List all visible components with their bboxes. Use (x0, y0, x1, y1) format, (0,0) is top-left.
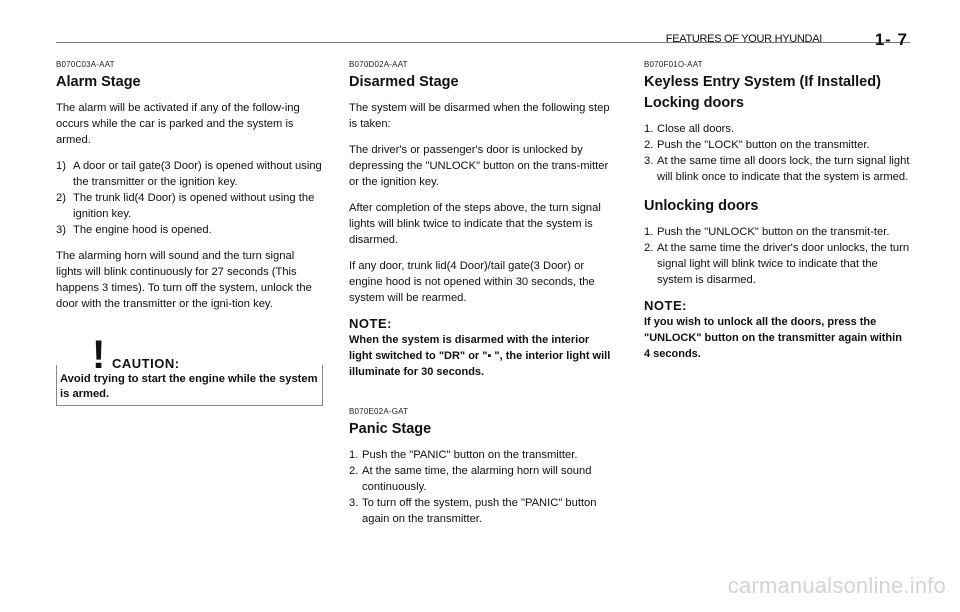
column-alarm-stage (56, 60, 322, 322)
running-header-title: FEATURES OF YOUR HYUNDAI (665, 33, 822, 45)
watermark: carmanualsonline.info (727, 573, 946, 598)
list-item: 2) The trunk lid(4 Door) is opened without using the ignition key. (56, 192, 315, 220)
list-item: 3) The engine hood is opened. (56, 224, 212, 236)
locking-steps-list (644, 121, 910, 185)
list-item: 1) A door or tail gate(3 Door) is opened without using the transmitter or the ignition key. (56, 160, 322, 188)
column-disarmed-stage (349, 60, 615, 380)
note-title: NOTE: (644, 298, 687, 313)
list-item: 1. Push the "PANIC" button on the transmitter. (349, 449, 578, 461)
subheading-unlocking: Unlocking doors (644, 198, 759, 214)
list-item: 2. Push the "LOCK" button on the transmitter. (644, 139, 870, 151)
page-number: 1- 7 (874, 30, 908, 49)
list-item: 2. At the same time the driver's door unlocks, the turn signal light will blink twice to indicate that the system is disarmed. (644, 242, 910, 286)
section-code: B070C03A-AAT (56, 60, 115, 69)
list-item: 2. At the same time, the alarming horn will sound continuously. (349, 465, 592, 493)
paragraph: The alarm will be activated if any of the follow-ing occurs while the car is parked and the system is armed. (56, 102, 300, 146)
subheading-locking: Locking doors (644, 95, 744, 111)
list-item: 3. At the same time all doors lock, the turn signal light will blink once to indicate that the system is armed. (644, 155, 910, 183)
column-keyless-entry (644, 60, 910, 362)
section-panic-stage (349, 407, 615, 537)
note-title: NOTE: (349, 316, 392, 331)
note-text: When the system is disarmed with the interior light switched to "DR" or "▪ ", the interior light will illuminate for 30 seconds. (349, 334, 611, 378)
section-code: B070D02A-AAT (349, 60, 408, 69)
section-heading: Keyless Entry System (If Installed) (644, 74, 881, 90)
list-item: 3. To turn off the system, push the "PANIC" button again on the transmitter. (349, 497, 597, 525)
paragraph: If any door, trunk lid(4 Door)/tail gate(3 Door) or engine hood is not opened within 30 seconds, the system will be rearmed. (349, 260, 595, 304)
panic-steps-list (349, 447, 615, 527)
section-heading: Disarmed Stage (349, 74, 459, 90)
caution-text: Avoid trying to start the engine while the system is armed. (60, 373, 318, 400)
section-code: B070F01O-AAT (644, 60, 703, 69)
paragraph: The alarming horn will sound and the turn signal lights will blink continuously for 27 seconds (This happens 3 times). To turn off the system, unlock the door with the transmitter or the igni-tion key. (56, 250, 312, 310)
list-item: 1. Close all doors. (644, 123, 735, 135)
warning-icon: ! (92, 333, 106, 377)
paragraph: The system will be disarmed when the following step is taken: (349, 102, 610, 130)
section-code: B070E02A-GAT (349, 407, 409, 416)
paragraph: After completion of the steps above, the turn signal lights will blink twice to indicate that the system is disarmed. (349, 202, 601, 246)
list-item: 1. Push the "UNLOCK" button on the transmit-ter. (644, 226, 890, 238)
caution-title: CAUTION: (112, 356, 180, 371)
note-text: If you wish to unlock all the doors, press the "UNLOCK" button on the transmitter again within 4 seconds. (644, 316, 902, 360)
alarm-conditions-list (56, 158, 322, 238)
unlocking-steps-list (644, 224, 910, 288)
section-heading: Alarm Stage (56, 74, 141, 90)
paragraph: The driver's or passenger's door is unlocked by depressing the "UNLOCK" button on the trans-mitter or the ignition key. (349, 144, 609, 188)
section-heading: Panic Stage (349, 421, 432, 437)
